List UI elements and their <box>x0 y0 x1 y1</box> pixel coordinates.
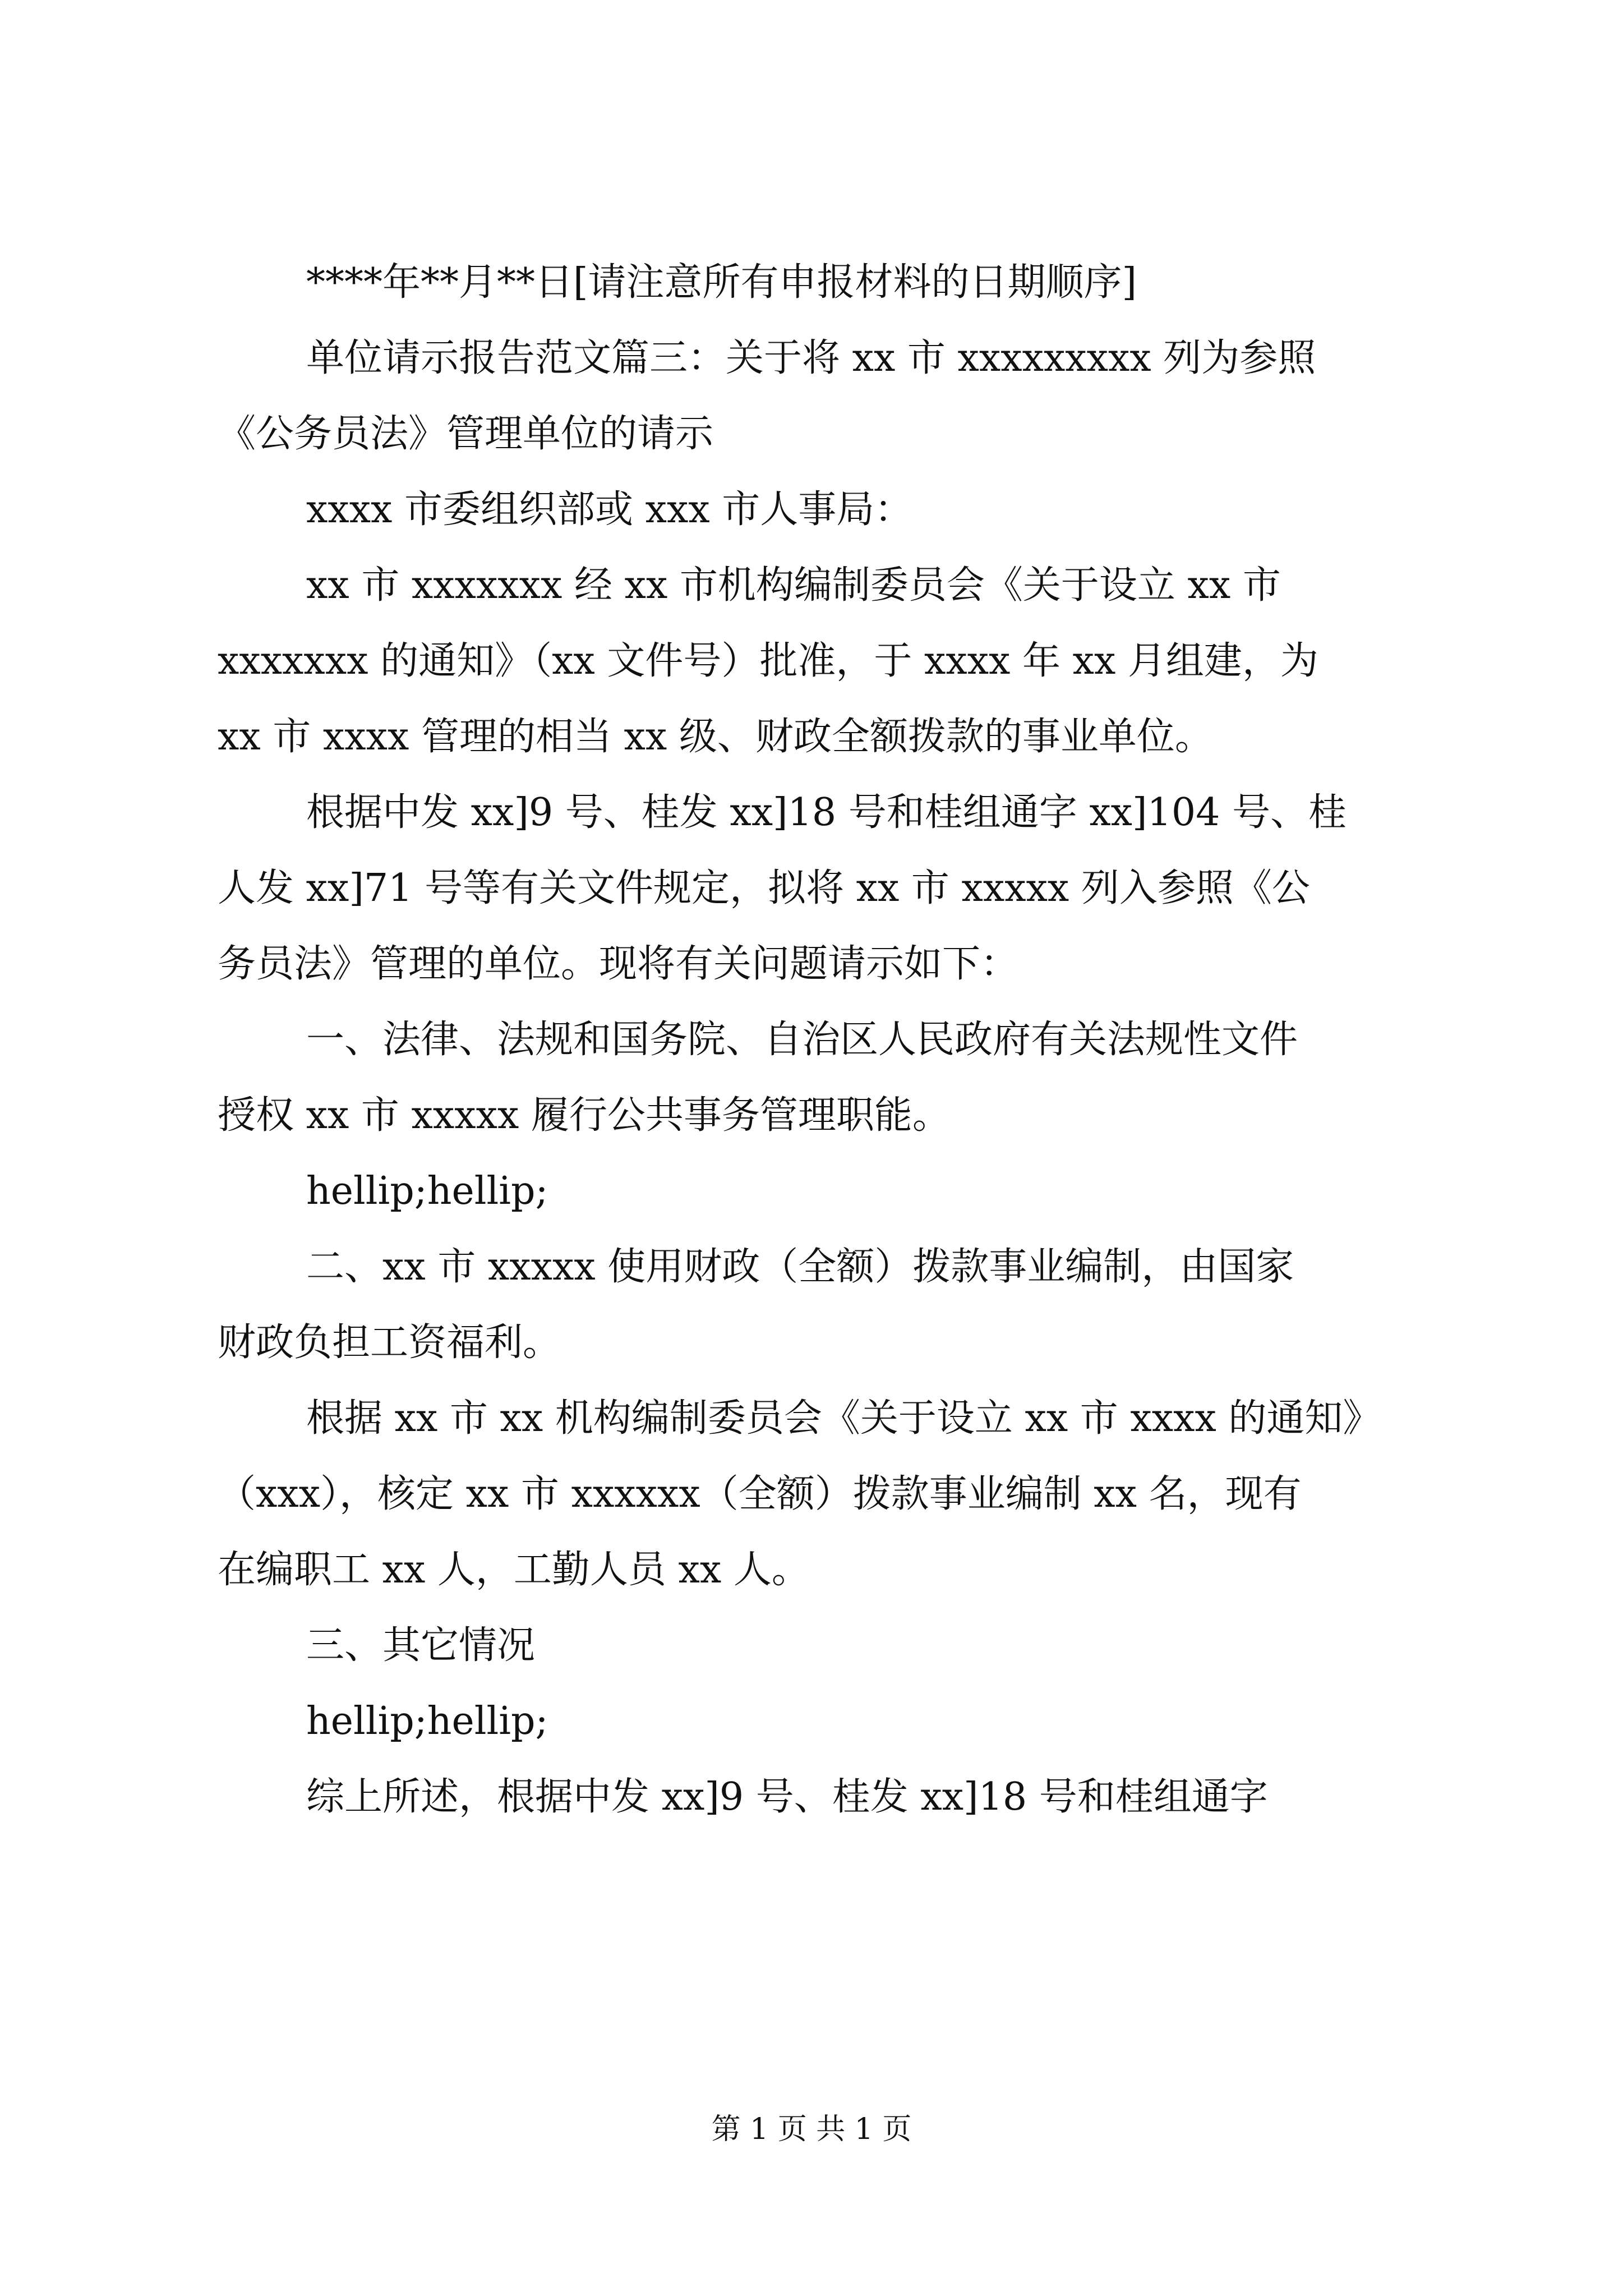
heading-line-1: 单位请示报告范文篇三：关于将 xx 市 xxxxxxxxx 列为参照 <box>306 336 1316 380</box>
recipient-line: xxxx 市委组织部或 xxx 市人事局： <box>306 487 913 532</box>
paragraph-3-line-1: 根据 xx 市 xx 机构编制委员会《关于设立 xx 市 xxxx 的通知》 <box>306 1396 1381 1441</box>
section-3-heading: 三、其它情况 <box>306 1623 536 1668</box>
date-line: ****年**月**日[请注意所有申报材料的日期顺序] <box>306 260 1137 305</box>
paragraph-2-line-3: 务员法》管理的单位。现将有关问题请示如下： <box>218 942 1019 986</box>
section-1-line-1: 一、法律、法规和国务院、自治区人民政府有关法规性文件 <box>306 1018 1298 1062</box>
ellipsis-line-2: hellip;hellip; <box>306 1699 548 1743</box>
section-1-line-2: 授权 xx 市 xxxxx 履行公共事务管理职能。 <box>218 1093 951 1138</box>
paragraph-3-line-3: 在编职工 xx 人，工勤人员 xx 人。 <box>218 1548 810 1592</box>
paragraph-1-line-1: xx 市 xxxxxxx 经 xx 市机构编制委员会《关于设立 xx 市 <box>306 563 1281 608</box>
paragraph-1-line-3: xx 市 xxxx 管理的相当 xx 级、财政全额拨款的事业单位。 <box>218 715 1213 759</box>
section-2-line-1: 二、xx 市 xxxxx 使用财政（全额）拨款事业编制，由国家 <box>306 1245 1294 1289</box>
ellipsis-line-1: hellip;hellip; <box>306 1169 548 1213</box>
paragraph-1-line-2: xxxxxxx 的通知》（xx 文件号）批准，于 xxxx 年 xx 月组建，为 <box>218 639 1318 683</box>
conclusion-line-1: 综上所述，根据中发 xx]9 号、桂发 xx]18 号和桂组通字 <box>306 1775 1268 1819</box>
paragraph-3-line-2: （xxx），核定 xx 市 xxxxxx（全额）拨款事业编制 xx 名，现有 <box>218 1472 1302 1516</box>
page-number-footer: 第 1 页 共 1 页 <box>711 2113 912 2146</box>
paragraph-2-line-2: 人发 xx]71 号等有关文件规定，拟将 xx 市 xxxxx 列入参照《公 <box>218 866 1310 910</box>
heading-line-2: 《公务员法》管理单位的请示 <box>218 412 714 456</box>
section-2-line-2: 财政负担工资福利。 <box>218 1320 561 1365</box>
paragraph-2-line-1: 根据中发 xx]9 号、桂发 xx]18 号和桂组通字 xx]104 号、桂 <box>306 790 1347 835</box>
